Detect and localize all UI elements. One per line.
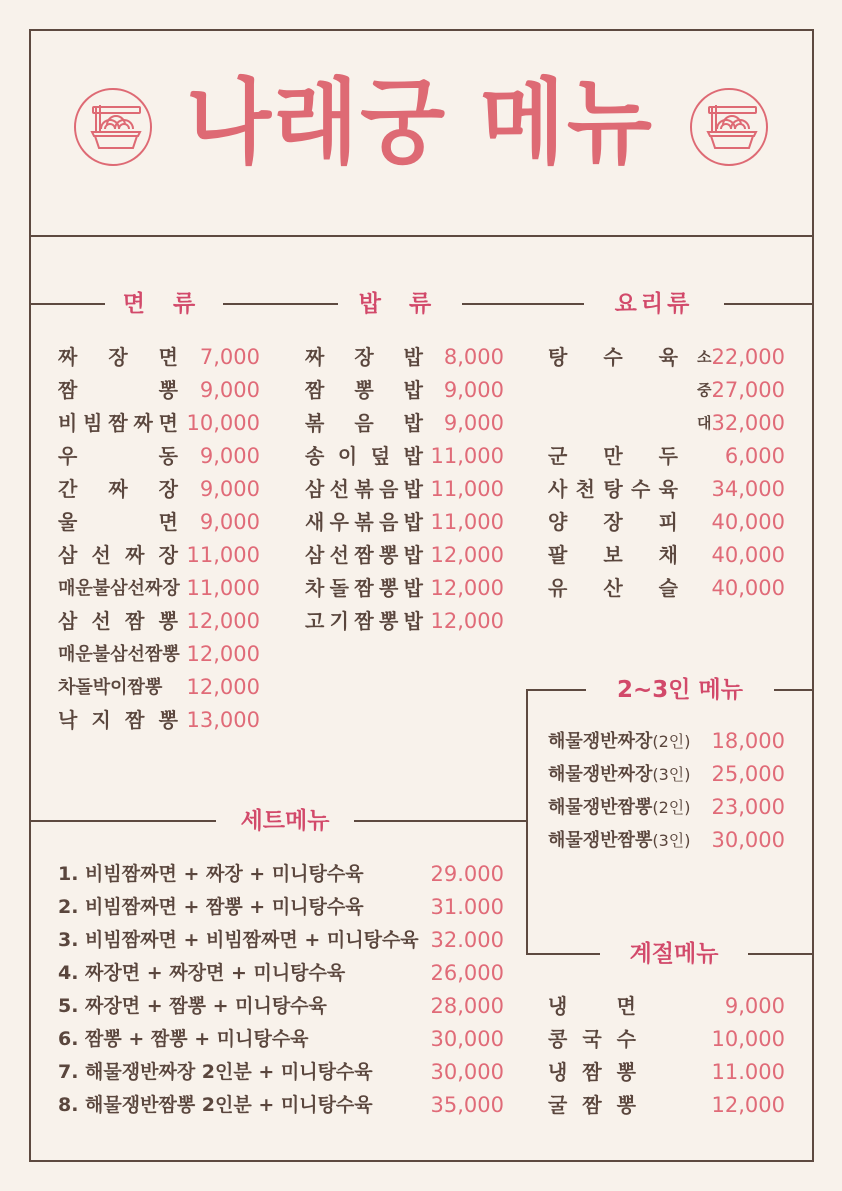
item-price: 12,000 — [430, 609, 504, 633]
item-name: 낙 지 짬 뽕 — [58, 708, 178, 732]
menu-item — [548, 440, 785, 473]
item-price: 28,000 — [430, 994, 504, 1018]
item-name: 매운불삼선짬뽕 — [58, 644, 180, 665]
section-heading-dishes: 요리류 — [584, 289, 724, 319]
menu-item — [548, 791, 785, 824]
item-price: 40,000 — [711, 510, 785, 534]
item-price: 11,000 — [430, 477, 504, 501]
serving-size: (2인) — [652, 798, 691, 817]
item-price: 7,000 — [199, 345, 260, 369]
menu-item — [58, 671, 260, 704]
item-name: 고 기 짬 뽕 밥 — [305, 609, 423, 633]
item-name: 군 만 두 — [548, 444, 678, 468]
menu-item — [548, 1023, 785, 1056]
menu-item — [58, 704, 260, 737]
serving-size: (3인) — [652, 831, 691, 850]
menu-item — [58, 506, 260, 539]
menu-item — [58, 407, 260, 440]
item-price: 9,000 — [199, 477, 260, 501]
section-heading-seasonal: 계절메뉴 — [600, 939, 748, 969]
item-name: 콩 국 수 — [548, 1027, 636, 1051]
item-name: 탕 수 육 — [548, 345, 678, 369]
noodle-bowl-icon — [73, 87, 153, 167]
size-label: 소 — [697, 348, 712, 366]
item-price: 18,000 — [711, 729, 785, 753]
menu-item — [58, 572, 260, 605]
item-name: 8. 해물쟁반짬뽕 2인분 + 미니탕수육 — [58, 1094, 373, 1116]
item-price: 31.000 — [430, 895, 504, 919]
menu-item — [548, 758, 785, 791]
menu-item — [305, 407, 504, 440]
item-price: 25,000 — [711, 762, 785, 786]
item-price: 9,000 — [199, 510, 260, 534]
section-heading-set-menu: 세트메뉴 — [216, 806, 354, 836]
item-price: 9,000 — [443, 411, 504, 435]
item-name: 굴 짬 뽕 — [548, 1093, 636, 1117]
menu-item — [58, 341, 260, 374]
noodle-bowl-icon — [689, 87, 769, 167]
size-label: 대 — [697, 414, 712, 432]
item-price: 11,000 — [430, 510, 504, 534]
item-price: 35,000 — [430, 1093, 504, 1117]
item-name: 4. 짜장면 + 짜장면 + 미니탕수육 — [58, 962, 346, 984]
set-item — [58, 858, 504, 891]
item-name: 삼 선 짬 뽕 밥 — [305, 543, 423, 567]
section-heading-noodles: 면 류 — [105, 289, 223, 319]
item-price: 23,000 — [711, 795, 785, 819]
menu-item — [548, 473, 785, 506]
menu-item — [305, 341, 504, 374]
item-price: 34,000 — [711, 477, 785, 501]
item-price: 6,000 — [724, 444, 785, 468]
menu-item — [305, 440, 504, 473]
item-name: 양 장 피 — [548, 510, 678, 534]
item-price: 9,000 — [199, 378, 260, 402]
item-name: 삼 선 볶 음 밥 — [305, 477, 423, 501]
item-name: 해물쟁반짬뽕 (3인) — [548, 824, 690, 857]
item-price: 11.000 — [711, 1060, 785, 1084]
section-heading-group-menu: 2~3인 메뉴 — [586, 675, 774, 705]
page-title: 나래궁 메뉴 — [186, 68, 654, 177]
item-name: 1. 비빔짬짜면 + 짜장 + 미니탕수육 — [58, 863, 364, 885]
item-price: 29.000 — [430, 862, 504, 886]
group-menu-left-line — [526, 689, 528, 955]
menu-item — [305, 473, 504, 506]
menu-item — [58, 605, 260, 638]
item-price: 30,000 — [430, 1027, 504, 1051]
menu-item — [58, 440, 260, 473]
header-divider — [29, 235, 814, 237]
menu-item — [58, 374, 260, 407]
menu-item — [548, 572, 785, 605]
set-item — [58, 891, 504, 924]
menu-item — [305, 605, 504, 638]
item-price: 8,000 — [443, 345, 504, 369]
item-name: 짜 장 면 — [58, 345, 178, 369]
item-name: 5. 짜장면 + 짬뽕 + 미니탕수육 — [58, 995, 327, 1017]
item-price: 13,000 — [186, 708, 260, 732]
item-name: 차돌박이짬뽕 — [58, 677, 163, 698]
item-name: 짜 장 밥 — [305, 345, 423, 369]
item-name: 매운불삼선짜장 — [58, 578, 180, 599]
section-heading-rice: 밥 류 — [338, 289, 462, 319]
menu-item — [548, 506, 785, 539]
item-name: 짬 뽕 밥 — [305, 378, 423, 402]
menu-item — [305, 506, 504, 539]
set-item — [58, 1023, 504, 1056]
item-name: 새 우 볶 음 밥 — [305, 510, 423, 534]
item-price: 11,000 — [186, 543, 260, 567]
menu-item — [548, 407, 785, 440]
item-name: 우 동 — [58, 444, 178, 468]
item-name: 짬 뽕 — [58, 378, 178, 402]
menu-item — [305, 572, 504, 605]
item-name: 6. 짬뽕 + 짬뽕 + 미니탕수육 — [58, 1028, 309, 1050]
menu-item — [58, 539, 260, 572]
menu-item — [305, 374, 504, 407]
item-name: 3. 비빔짬짜면 + 비빔짬짜면 + 미니탕수육 — [58, 929, 419, 951]
item-price: 11,000 — [186, 576, 260, 600]
item-price: 27,000 — [711, 378, 785, 402]
set-item — [58, 1056, 504, 1089]
size-label: 중 — [697, 381, 712, 399]
item-price: 40,000 — [711, 576, 785, 600]
serving-size: (3인) — [652, 765, 691, 784]
item-price: 12,000 — [186, 642, 260, 666]
item-name: 비 빔 짬 짜 면 — [58, 411, 178, 435]
item-price: 10,000 — [186, 411, 260, 435]
menu-item — [548, 1056, 785, 1089]
item-name: 차 돌 짬 뽕 밥 — [305, 576, 423, 600]
item-name: 삼 선 짜 장 — [58, 543, 178, 567]
item-name: 해물쟁반짜장 (3인) — [548, 758, 690, 791]
item-price: 30,000 — [430, 1060, 504, 1084]
menu-item — [58, 638, 260, 671]
menu-item — [548, 725, 785, 758]
menu-item — [548, 1089, 785, 1122]
menu-item — [548, 990, 785, 1023]
menu-item — [548, 341, 785, 374]
item-name: 냉 면 — [548, 994, 636, 1018]
item-price: 30,000 — [711, 828, 785, 852]
item-name: 해물쟁반짜장 (2인) — [548, 725, 690, 758]
item-price: 12,000 — [430, 576, 504, 600]
item-price: 12,000 — [430, 543, 504, 567]
item-name: 삼 선 짬 뽕 — [58, 609, 178, 633]
item-price: 9,000 — [724, 994, 785, 1018]
item-price: 9,000 — [199, 444, 260, 468]
set-item — [58, 957, 504, 990]
item-name: 유 산 슬 — [548, 576, 678, 600]
menu-item — [548, 374, 785, 407]
item-price: 12,000 — [711, 1093, 785, 1117]
item-price: 10,000 — [711, 1027, 785, 1051]
serving-size: (2인) — [652, 732, 691, 751]
item-name: 울 면 — [58, 510, 178, 534]
item-price: 26,000 — [430, 961, 504, 985]
menu-item — [305, 539, 504, 572]
menu-item — [548, 824, 785, 857]
item-name: 냉 짬 뽕 — [548, 1060, 636, 1084]
item-name: 7. 해물쟁반짜장 2인분 + 미니탕수육 — [58, 1061, 373, 1083]
item-price: 40,000 — [711, 543, 785, 567]
item-price: 22,000 — [711, 345, 785, 369]
item-price: 12,000 — [186, 675, 260, 699]
item-price: 12,000 — [186, 609, 260, 633]
item-name: 해물쟁반짬뽕 (2인) — [548, 791, 690, 824]
set-item — [58, 1089, 504, 1122]
item-price: 11,000 — [430, 444, 504, 468]
item-name: 송 이 덮 밥 — [305, 444, 423, 468]
item-name: 팔 보 채 — [548, 543, 678, 567]
set-item — [58, 990, 504, 1023]
item-price: 9,000 — [443, 378, 504, 402]
item-price: 32.000 — [430, 928, 504, 952]
menu-item — [548, 539, 785, 572]
item-name: 사 천 탕 수 육 — [548, 477, 678, 501]
menu-item — [58, 473, 260, 506]
set-item — [58, 924, 504, 957]
item-name: 볶 음 밥 — [305, 411, 423, 435]
item-price: 32,000 — [711, 411, 785, 435]
item-name: 간 짜 장 — [58, 477, 178, 501]
item-name: 2. 비빔짬짜면 + 짬뽕 + 미니탕수육 — [58, 896, 364, 918]
